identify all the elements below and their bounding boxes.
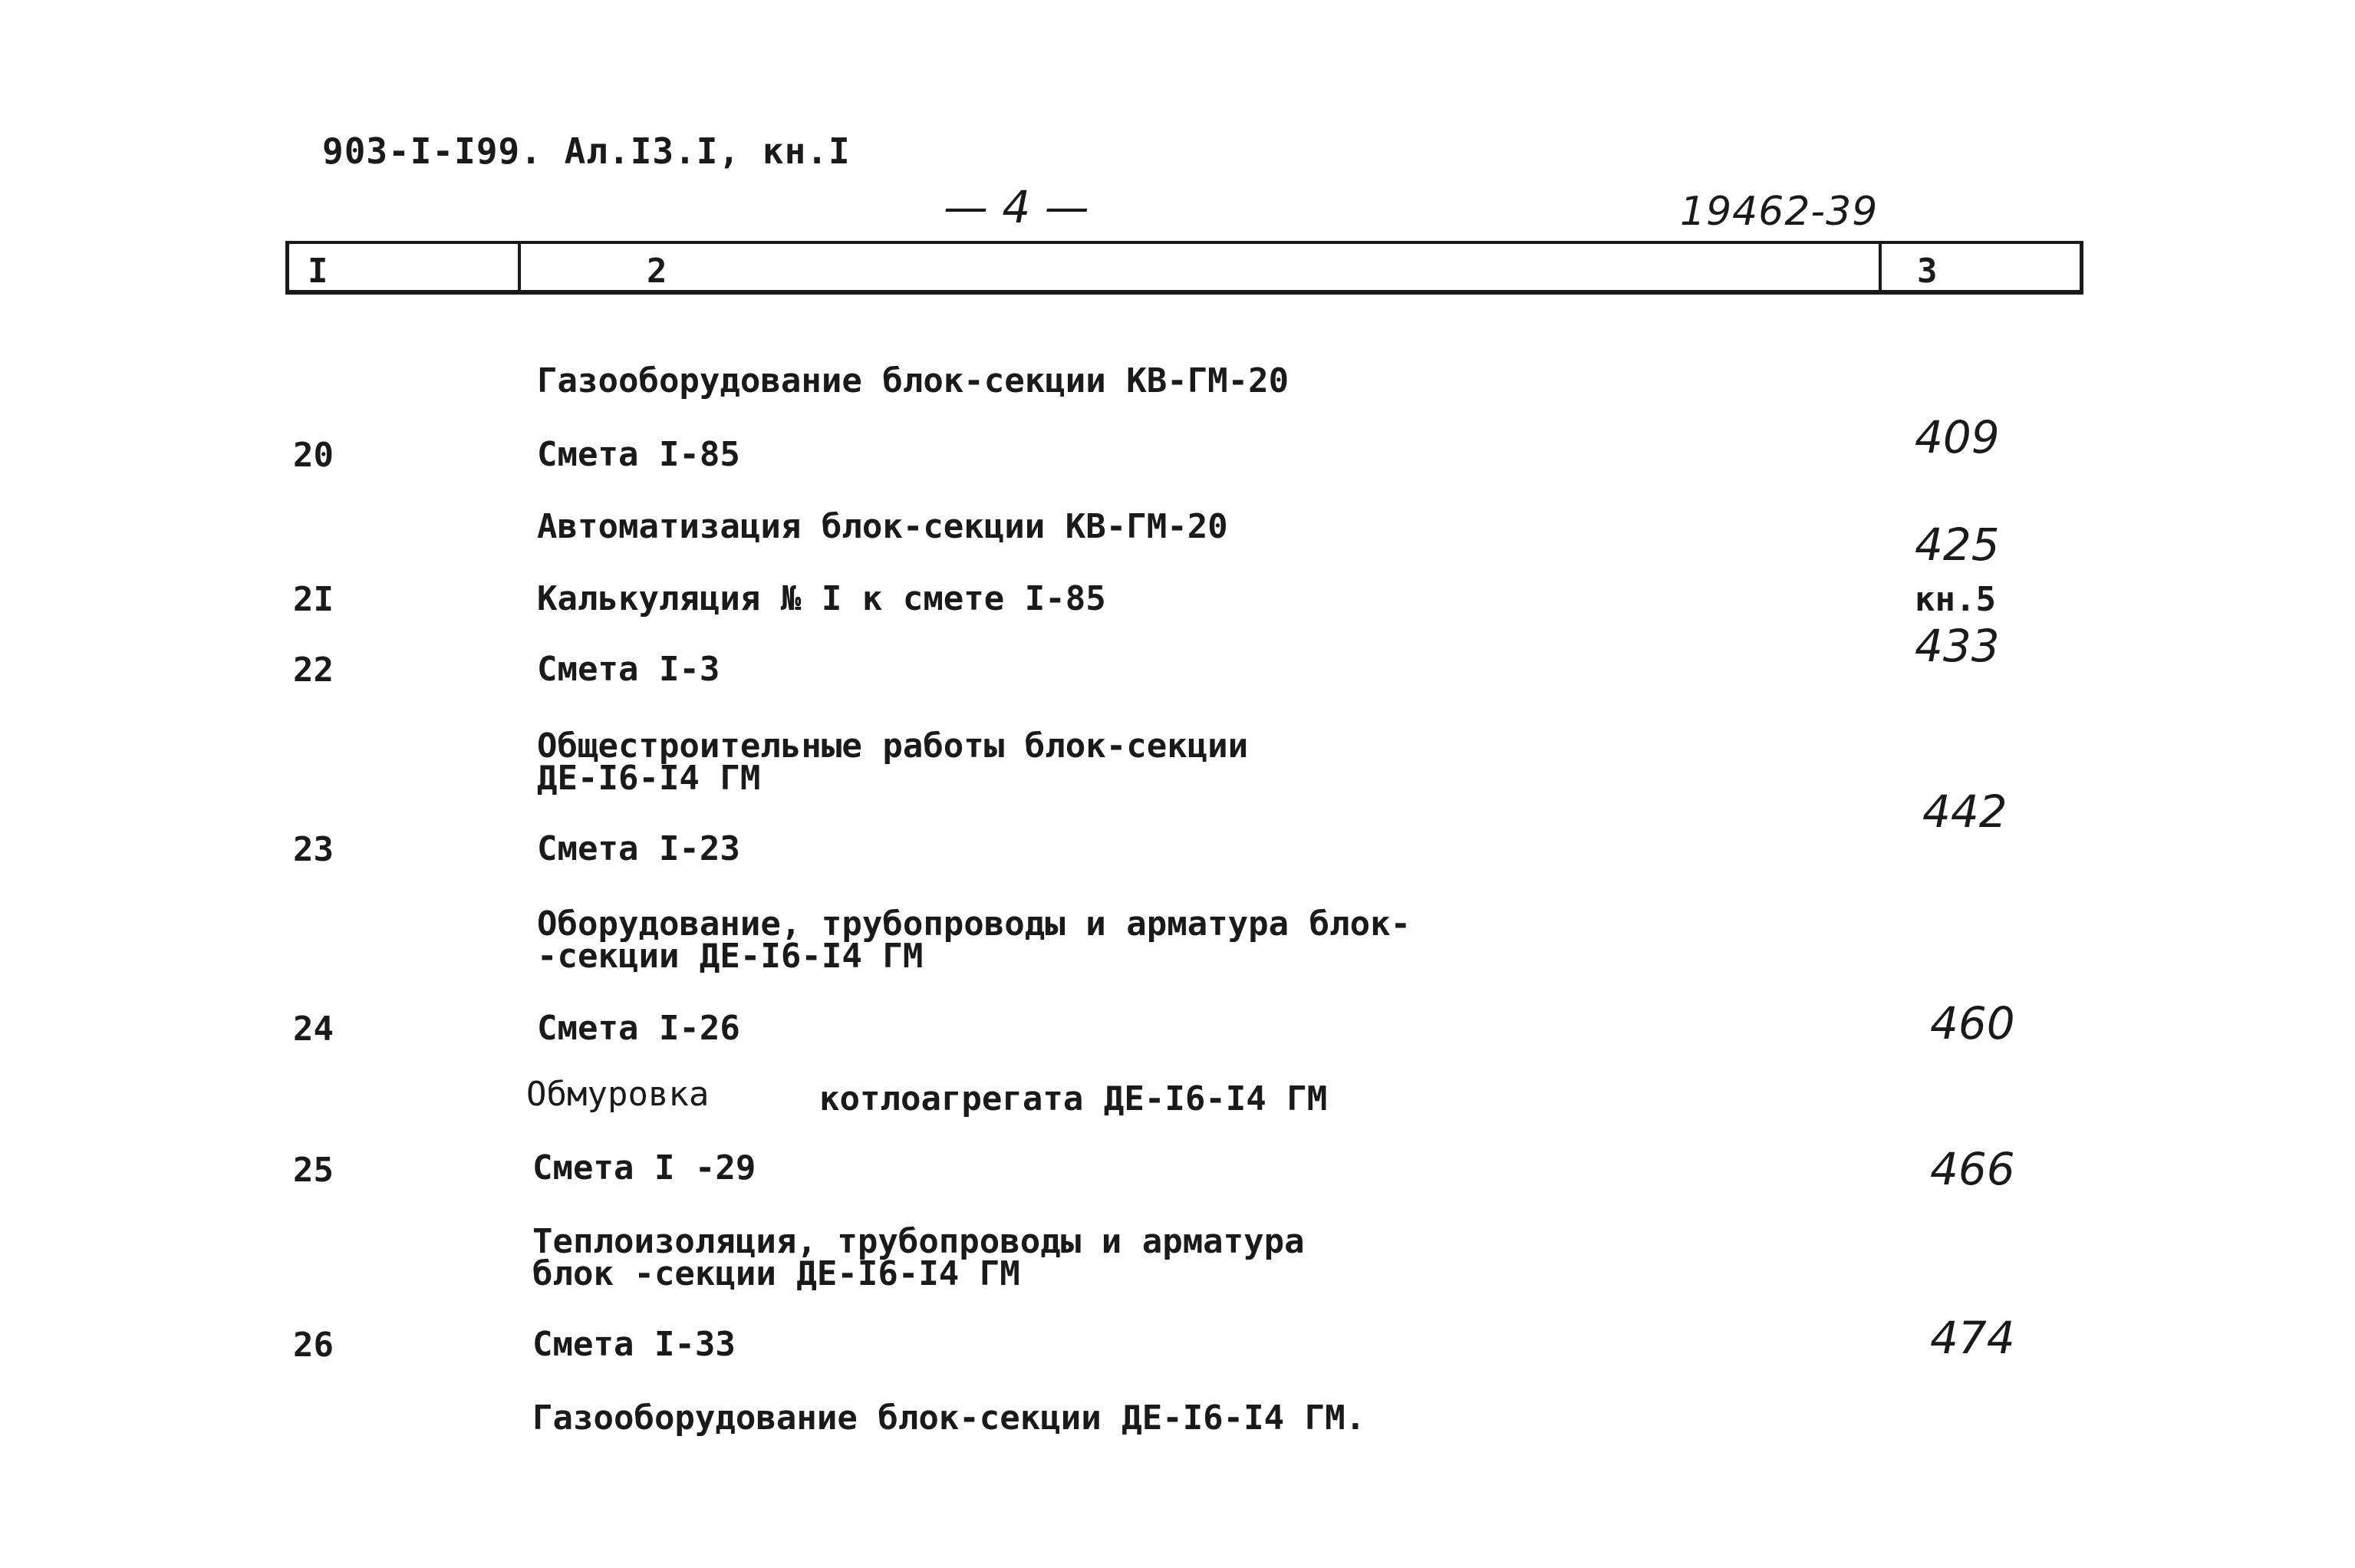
document-code: 903-I-I99. Ал.I3.I, кн.I [322, 130, 851, 172]
estimate-title: Смета I -29 [532, 1148, 756, 1188]
column-divider-2 [1879, 244, 1882, 290]
page-number: — 4 — [944, 181, 1089, 233]
section-heading: Газооборудование блок-секции КВ-ГМ-20 [537, 361, 1289, 400]
estimate-title: Калькуляция № I к смете I-85 [537, 579, 1106, 618]
estimate-title: Смета I-85 [537, 435, 740, 474]
page-reference: 466 [1930, 1143, 2015, 1195]
section-heading: Теплоизоляция, трубопроводы и арматура [532, 1222, 1305, 1261]
section-heading: Газооборудование блок-секции ДЕ-I6-I4 ГМ. [532, 1398, 1366, 1438]
column-header-3: 3 [1917, 252, 1938, 291]
row-number: 2I [293, 580, 334, 619]
row-number: 22 [293, 651, 334, 690]
row-number: 25 [293, 1151, 334, 1190]
estimate-title: Смета I-33 [532, 1325, 736, 1364]
estimate-title: Смета I-3 [537, 650, 720, 689]
volume-reference: кн.5 [1915, 580, 1996, 619]
column-divider-1 [518, 244, 521, 290]
row-number: 26 [293, 1326, 334, 1365]
section-heading-cont: блок -секции ДЕ-I6-I4 ГМ [532, 1254, 1020, 1293]
inventory-stamp: 19462-39 [1680, 189, 1879, 235]
page-reference: 409 [1915, 411, 2000, 463]
table-header [285, 241, 2083, 295]
estimate-title: Смета I-23 [537, 829, 740, 868]
estimate-title: Смета I-26 [537, 1009, 740, 1048]
page-reference: 442 [1922, 786, 2008, 838]
row-number: 24 [293, 1010, 334, 1049]
row-number: 20 [293, 436, 334, 475]
section-heading: Оборудование, трубопроводы и арматура блок- [537, 904, 1411, 944]
page-reference: 433 [1915, 620, 2000, 672]
column-header-2: 2 [647, 252, 667, 291]
section-heading: Обмуровка [526, 1075, 710, 1114]
page-reference: 460 [1930, 997, 2015, 1049]
page-reference: 425 [1915, 519, 2000, 571]
section-heading-cont: ДЕ-I6-I4 ГМ [537, 759, 761, 798]
section-heading: Общестроительные работы блок-секции [537, 726, 1249, 766]
column-header-1: I [308, 252, 328, 291]
section-heading: Автоматизация блок-секции КВ-ГМ-20 [537, 507, 1228, 546]
section-heading-cont: -секции ДЕ-I6-I4 ГМ [537, 937, 924, 976]
row-number: 23 [293, 830, 334, 869]
section-heading-cont: котлоагрегата ДЕ-I6-I4 ГМ [819, 1079, 1328, 1118]
page-reference: 474 [1930, 1312, 2015, 1364]
